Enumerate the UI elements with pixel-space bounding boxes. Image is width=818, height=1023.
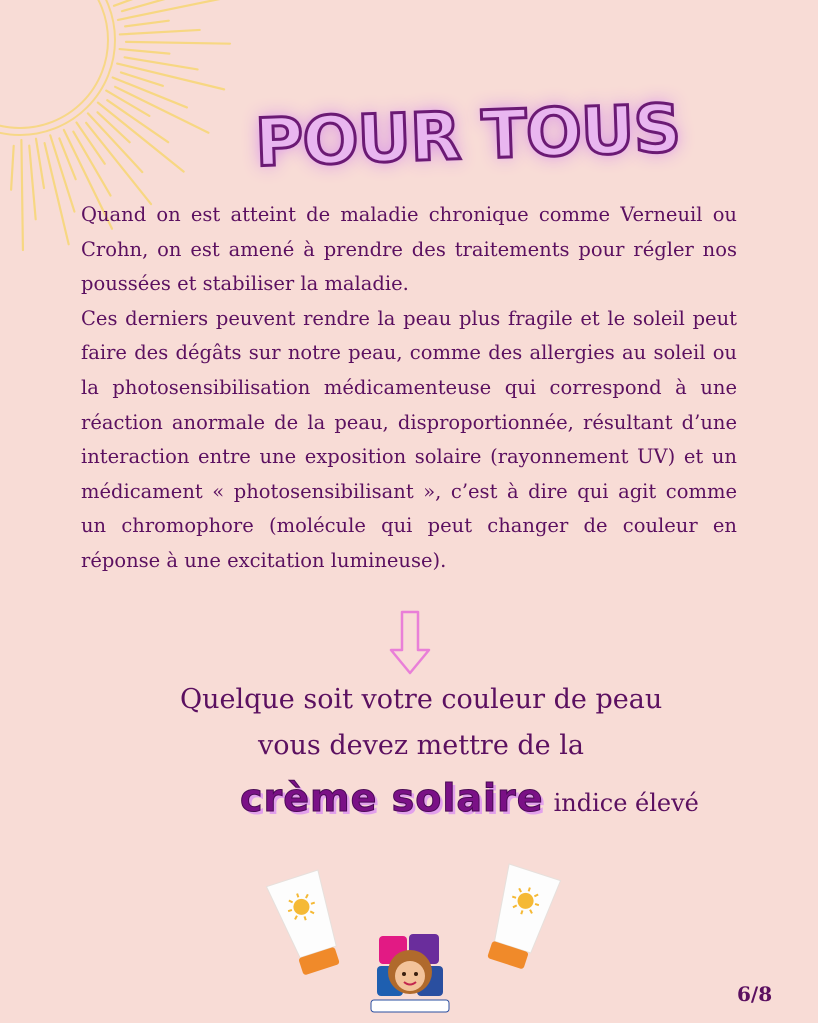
cta-line-1: Quelque soit votre couleur de peau	[180, 684, 663, 715]
cta-line-2: vous devez mettre de la	[258, 730, 584, 761]
page-number: 6/8	[737, 982, 773, 1006]
sunscreen-tube-icon	[262, 868, 352, 980]
paragraph-2: Ces derniers peuvent rendre la peau plus fragile et le soleil peut faire des dégâts sur notre peau, comme des allergies au soleil ou la photosensibilisation médicamenteuse qui correspond à une réaction anormale de la peau, disproportionnée, résultant d’une interaction entre une exposition solaire (rayonnement UV) et un médicament « photosensibilisant », c’est à dire qui agit comme un chromophore (molécule qui peut changer de couleur en réponse à une excitation lumineuse).	[81, 306, 737, 572]
logo-badge	[365, 930, 455, 1018]
cta-highlight: crème solaire	[240, 776, 544, 820]
sun-ray	[98, 112, 130, 142]
body-text	[81, 198, 737, 579]
cta-suffix: indice élevé	[553, 789, 699, 817]
sun-ray	[125, 21, 169, 27]
sun-ray	[29, 146, 35, 220]
sun-ray	[126, 42, 230, 44]
sun-ray	[21, 140, 23, 250]
cta-line-3	[240, 776, 699, 825]
sunscreen-tube-icon	[475, 862, 565, 974]
paragraph-1: Quand on est atteint de maladie chronique comme Verneuil ou Crohn, on est amené à prendre des traitements pour régler nos poussées et stabiliser la maladie.	[81, 203, 737, 296]
sun-ray	[118, 0, 226, 20]
sun-ray	[120, 30, 200, 34]
down-arrow-icon	[388, 610, 432, 676]
sun-ray	[36, 139, 44, 188]
page-title: POUR TOUS	[253, 89, 682, 182]
sun-ray	[11, 146, 14, 190]
sun-ray	[86, 123, 151, 204]
sun-ray	[120, 49, 170, 54]
sun-ray	[115, 87, 208, 133]
sun-ray	[88, 113, 142, 172]
